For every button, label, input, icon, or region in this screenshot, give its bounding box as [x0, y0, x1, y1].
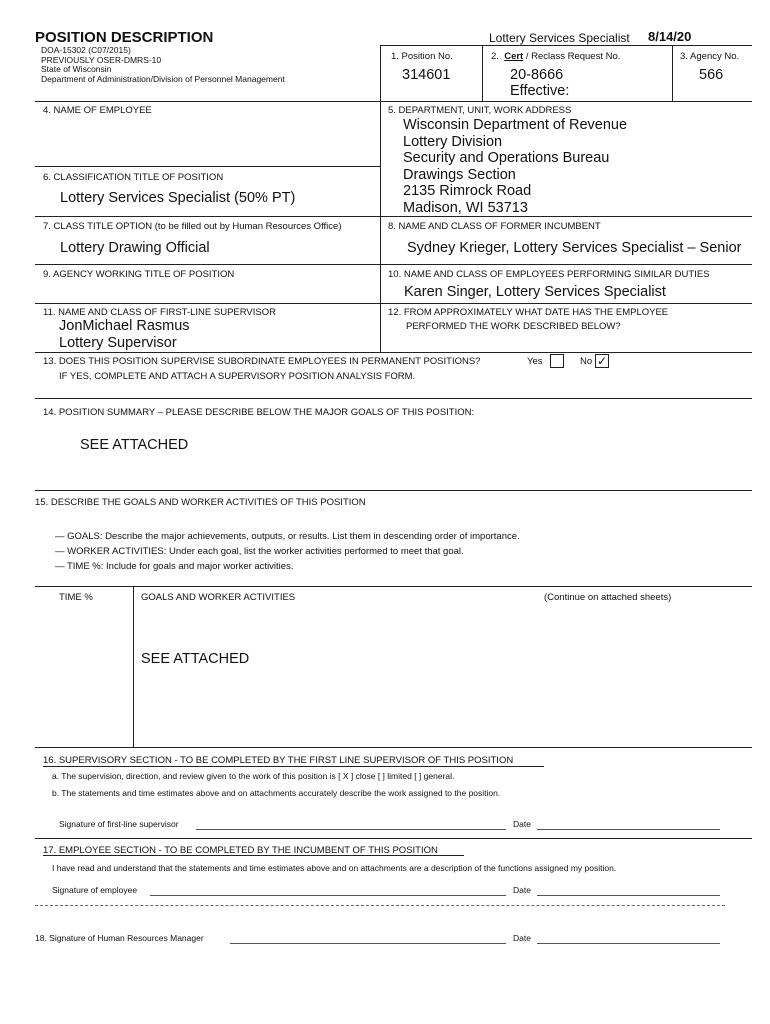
- rule: [43, 855, 464, 856]
- employee-signature-field[interactable]: [150, 895, 506, 896]
- rule: [672, 45, 673, 101]
- rule: [35, 586, 752, 587]
- employee-section-label: 17. EMPLOYEE SECTION - TO BE COMPLETED BY THE INCUMBENT OF THIS POSITION: [43, 845, 438, 856]
- supervise-question: 13. DOES THIS POSITION SUPERVISE SUBORDINATE EMPLOYEES IN PERMANENT POSITIONS?: [43, 356, 481, 367]
- form-identifiers: [41, 46, 285, 84]
- form-department: Department of Administration/Division of Personnel Management: [41, 73, 285, 84]
- no-label: No: [580, 356, 593, 367]
- effective-label: Effective:: [510, 83, 570, 99]
- department-line: Security and Operations Bureau: [403, 150, 610, 166]
- cert-reclass-value[interactable]: 20-8666: [510, 67, 564, 83]
- supervisor-date-field[interactable]: [537, 829, 720, 830]
- center-rule: [380, 101, 381, 353]
- position-no-label: 1. Position No.: [391, 51, 453, 62]
- top-position-title: Lottery Services Specialist: [489, 31, 630, 45]
- classification-title-label: 6. CLASSIFICATION TITLE OF POSITION: [43, 172, 224, 183]
- department-address[interactable]: [403, 117, 627, 216]
- dashed-divider: [35, 905, 725, 906]
- no-checkbox[interactable]: [595, 354, 609, 368]
- supervisor-signature-label: Signature of first-line supervisor: [59, 819, 179, 829]
- form-state: State of Wisconsin: [41, 64, 112, 74]
- rule: [380, 45, 381, 101]
- similar-duties-value[interactable]: Karen Singer, Lottery Services Specialist: [404, 284, 666, 300]
- class-title-option-value[interactable]: Lottery Drawing Official: [60, 240, 210, 256]
- work-start-label-cont: PERFORMED THE WORK DESCRIBED BELOW?: [406, 321, 621, 332]
- supervisor-signature-field[interactable]: [196, 829, 506, 830]
- rule: [35, 747, 752, 748]
- position-summary-label: 14. POSITION SUMMARY – PLEASE DESCRIBE BELOW THE MAJOR GOALS OF THIS POSITION:: [43, 407, 475, 418]
- department-line: 2135 Rimrock Road: [403, 183, 532, 199]
- hr-manager-date-label: Date: [513, 933, 531, 943]
- continue-note: (Continue on attached sheets): [544, 592, 672, 603]
- rule: [35, 490, 752, 491]
- reclass-label: / Reclass Request No.: [523, 51, 621, 62]
- checkmark-icon: ✓: [596, 354, 608, 368]
- class-title-option-label: 7. CLASS TITLE OPTION (to be filled out by Human Resources Office): [43, 221, 342, 232]
- former-incumbent-value[interactable]: Sydney Krieger, Lottery Services Specialist – Senior: [407, 240, 742, 256]
- cert-label: Cert: [504, 51, 524, 62]
- supervisor-name[interactable]: JonMichael Rasmus: [59, 318, 190, 334]
- supervisor-date-label: Date: [513, 819, 531, 829]
- cert-reclass-number: 2.: [491, 51, 499, 62]
- instructions-list: [55, 529, 520, 574]
- instruction-worker-activities: — WORKER ACTIVITIES: Under each goal, list the worker activities performed to meet that goal.: [55, 546, 464, 557]
- time-percent-header: TIME %: [59, 592, 93, 603]
- employee-statement: I have read and understand that the statements and time estimates above and on attachments are a description of the functions assigned my position.: [52, 863, 617, 873]
- department-line: Wisconsin Department of Revenue: [403, 117, 628, 133]
- hr-manager-signature-label: 18. Signature of Human Resources Manager: [35, 933, 204, 943]
- yes-label: Yes: [527, 356, 543, 367]
- work-start-label: 12. FROM APPROXIMATELY WHAT DATE HAS THE EMPLOYEE: [388, 307, 669, 318]
- goals-activities-value[interactable]: SEE ATTACHED: [141, 651, 250, 667]
- department-line: Madison, WI 53713: [403, 199, 528, 216]
- agency-no-value[interactable]: 566: [699, 67, 724, 83]
- employee-date-label: Date: [513, 885, 531, 895]
- statement-accuracy: b. The statements and time estimates above and on attachments accurately describe the work assigned to the position.: [52, 788, 501, 798]
- similar-duties-label: 10. NAME AND CLASS OF EMPLOYEES PERFORMING SIMILAR DUTIES: [388, 269, 710, 280]
- cert-reclass-label: [491, 51, 620, 62]
- supervise-instruction: IF YES, COMPLETE AND ATTACH A SUPERVISORY POSITION ANALYSIS FORM.: [59, 371, 416, 382]
- top-date: 8/14/20: [648, 29, 692, 44]
- hr-manager-signature-field[interactable]: [230, 943, 506, 944]
- rule: [43, 766, 544, 767]
- department-line: Drawings Section: [403, 166, 516, 183]
- rule: [482, 45, 483, 101]
- column-divider: [133, 586, 134, 747]
- rule: [35, 101, 752, 102]
- agency-no-label: 3. Agency No.: [680, 51, 740, 62]
- form-number: DOA-15302 (C07/2015): [41, 45, 131, 55]
- page-title: POSITION DESCRIPTION: [35, 29, 214, 46]
- rule: [35, 303, 752, 304]
- position-summary-value[interactable]: SEE ATTACHED: [80, 437, 189, 453]
- department-line: Lottery Division: [403, 133, 503, 150]
- yes-checkbox[interactable]: [550, 354, 564, 368]
- employee-date-field[interactable]: [537, 895, 720, 896]
- hr-manager-date-field[interactable]: [537, 943, 720, 944]
- position-no-value[interactable]: 314601: [402, 67, 451, 83]
- rule: [35, 166, 380, 167]
- goals-activities-header: GOALS AND WORKER ACTIVITIES: [141, 592, 296, 603]
- rule: [35, 838, 752, 839]
- rule: [380, 45, 752, 46]
- rule: [35, 352, 752, 353]
- supervisor-label: 11. NAME AND CLASS OF FIRST-LINE SUPERVISOR: [43, 307, 276, 318]
- instruction-goals: — GOALS: Describe the major achievements, outputs, or results. List them in descending order of importance.: [55, 531, 520, 542]
- supervisor-class[interactable]: Lottery Supervisor: [59, 335, 177, 351]
- employee-signature-label: Signature of employee: [52, 885, 138, 895]
- supervision-level: a. The supervision, direction, and review given to the work of this position is [ X ] close [ ] limited [ ] general.: [52, 771, 455, 781]
- rule: [35, 216, 752, 217]
- classification-title-value[interactable]: Lottery Services Specialist (50% PT): [60, 190, 296, 206]
- rule: [35, 264, 752, 265]
- supervisory-section-label: 16. SUPERVISORY SECTION - TO BE COMPLETED BY THE FIRST LINE SUPERVISOR OF THIS POSITION: [43, 755, 514, 766]
- department-label: 5. DEPARTMENT, UNIT, WORK ADDRESS: [388, 105, 572, 116]
- goals-activities-label: 15. DESCRIBE THE GOALS AND WORKER ACTIVITIES OF THIS POSITION: [35, 497, 366, 508]
- former-incumbent-label: 8. NAME AND CLASS OF FORMER INCUMBENT: [388, 221, 601, 232]
- instruction-time: — TIME %: Include for goals and major worker activities.: [55, 561, 294, 572]
- working-title-label: 9. AGENCY WORKING TITLE OF POSITION: [43, 269, 235, 280]
- rule: [35, 398, 752, 399]
- employee-name-label: 4. NAME OF EMPLOYEE: [43, 105, 152, 116]
- form-previous-number: PREVIOUSLY OSER-DMRS-10: [41, 54, 162, 65]
